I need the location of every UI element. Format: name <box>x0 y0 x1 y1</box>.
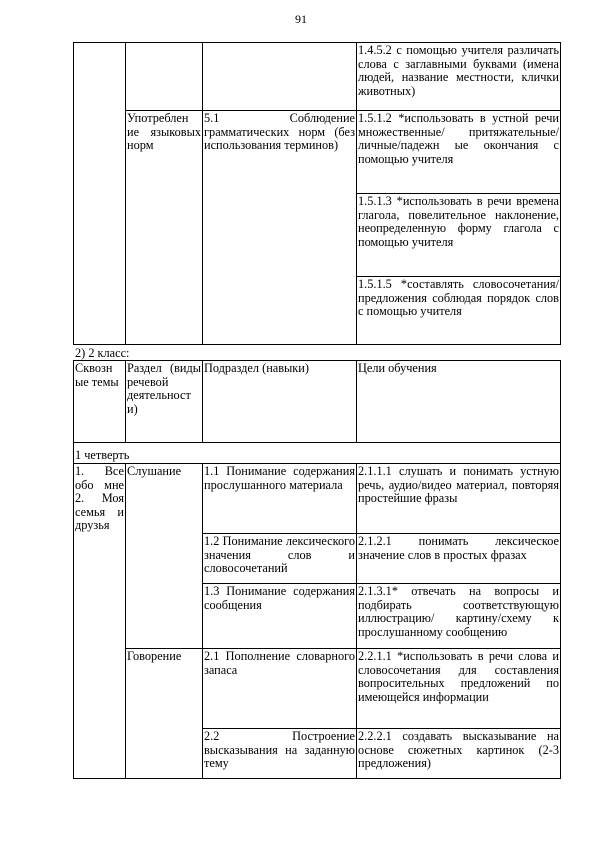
table-row <box>74 43 561 111</box>
goal-cell: 2.1.3.1* отвечать на вопросы и подбирать соответствующую иллюстрацию/ картину/схему к прослушанному сообщению <box>357 584 561 649</box>
goal-cell: 2.2.1.1 *использовать в речи слова и словосочетания для составления вопросительных предложений по имеющейся информации <box>357 649 561 729</box>
table-row <box>74 649 561 729</box>
section-cell: Слушание <box>126 464 203 649</box>
header-subsection: Подраздел (навыки) <box>203 361 357 443</box>
goal-cell: 1.5.1.2 *использовать в устной речи множественные/ притяжательные/личные/падежн ые окончания с помощью учителя <box>357 111 561 194</box>
quarter-cell: 1 четверть <box>74 443 561 464</box>
section-cell: Употреблен ие языковых норм <box>126 111 203 345</box>
header-themes: Сквозн ые темы <box>74 361 126 443</box>
table-grade1-continuation <box>73 42 561 345</box>
goal-cell: 1.4.5.2 с помощью учителя различать слова с заглавными буквами (имена людей, название местности, клички животных) <box>357 43 561 111</box>
quarter-row <box>74 443 561 464</box>
section-cell <box>126 43 203 111</box>
goal-cell: 2.1.2.1 понимать лексическое значение слов в простых фразах <box>357 534 561 584</box>
subsection-cell: 1.2 Понимание лексического значения слов и словосочетаний <box>203 534 357 584</box>
page-number: 91 <box>295 12 307 26</box>
subsection-cell: 5.1 Соблюдение грамматических норм (без использования терминов) <box>203 111 357 345</box>
subsection-cell: 2.2 Построение высказывания на заданную тему <box>203 729 357 779</box>
table-row <box>74 111 561 194</box>
section-cell: Говорение <box>126 649 203 779</box>
goal-cell: 2.1.1.1 слушать и понимать устную речь, аудио/видео материал, повторяя простейшие фразы <box>357 464 561 534</box>
subsection-cell: 2.1 Пополнение словарного запаса <box>203 649 357 729</box>
table-header-row <box>74 361 561 443</box>
section-label: 2) 2 класс: <box>75 346 130 360</box>
theme-cell <box>74 43 126 345</box>
goal-cell: 1.5.1.5 *составлять словосочетания/ предложения соблюдая порядок слов с помощью учителя <box>357 277 561 345</box>
theme-cell: 1. Все обо мне 2. Моя семья и друзья <box>74 464 126 779</box>
subsection-cell: 1.3 Понимание содержания сообщения <box>203 584 357 649</box>
header-goals: Цели обучения <box>357 361 561 443</box>
subsection-cell <box>203 43 357 111</box>
goal-cell: 2.2.2.1 создавать высказывание на основе сюжетных картинок (2-3 предложения) <box>357 729 561 779</box>
table-row <box>74 464 561 534</box>
subsection-cell: 1.1 Понимание содержания прослушанного материала <box>203 464 357 534</box>
header-section: Раздел (виды речевой деятельност и) <box>126 361 203 443</box>
table-grade2 <box>73 360 561 779</box>
goal-cell: 1.5.1.3 *использовать в речи времена глагола, повелительное наклонение, неопределенную форму глагола с помощью учителя <box>357 194 561 277</box>
